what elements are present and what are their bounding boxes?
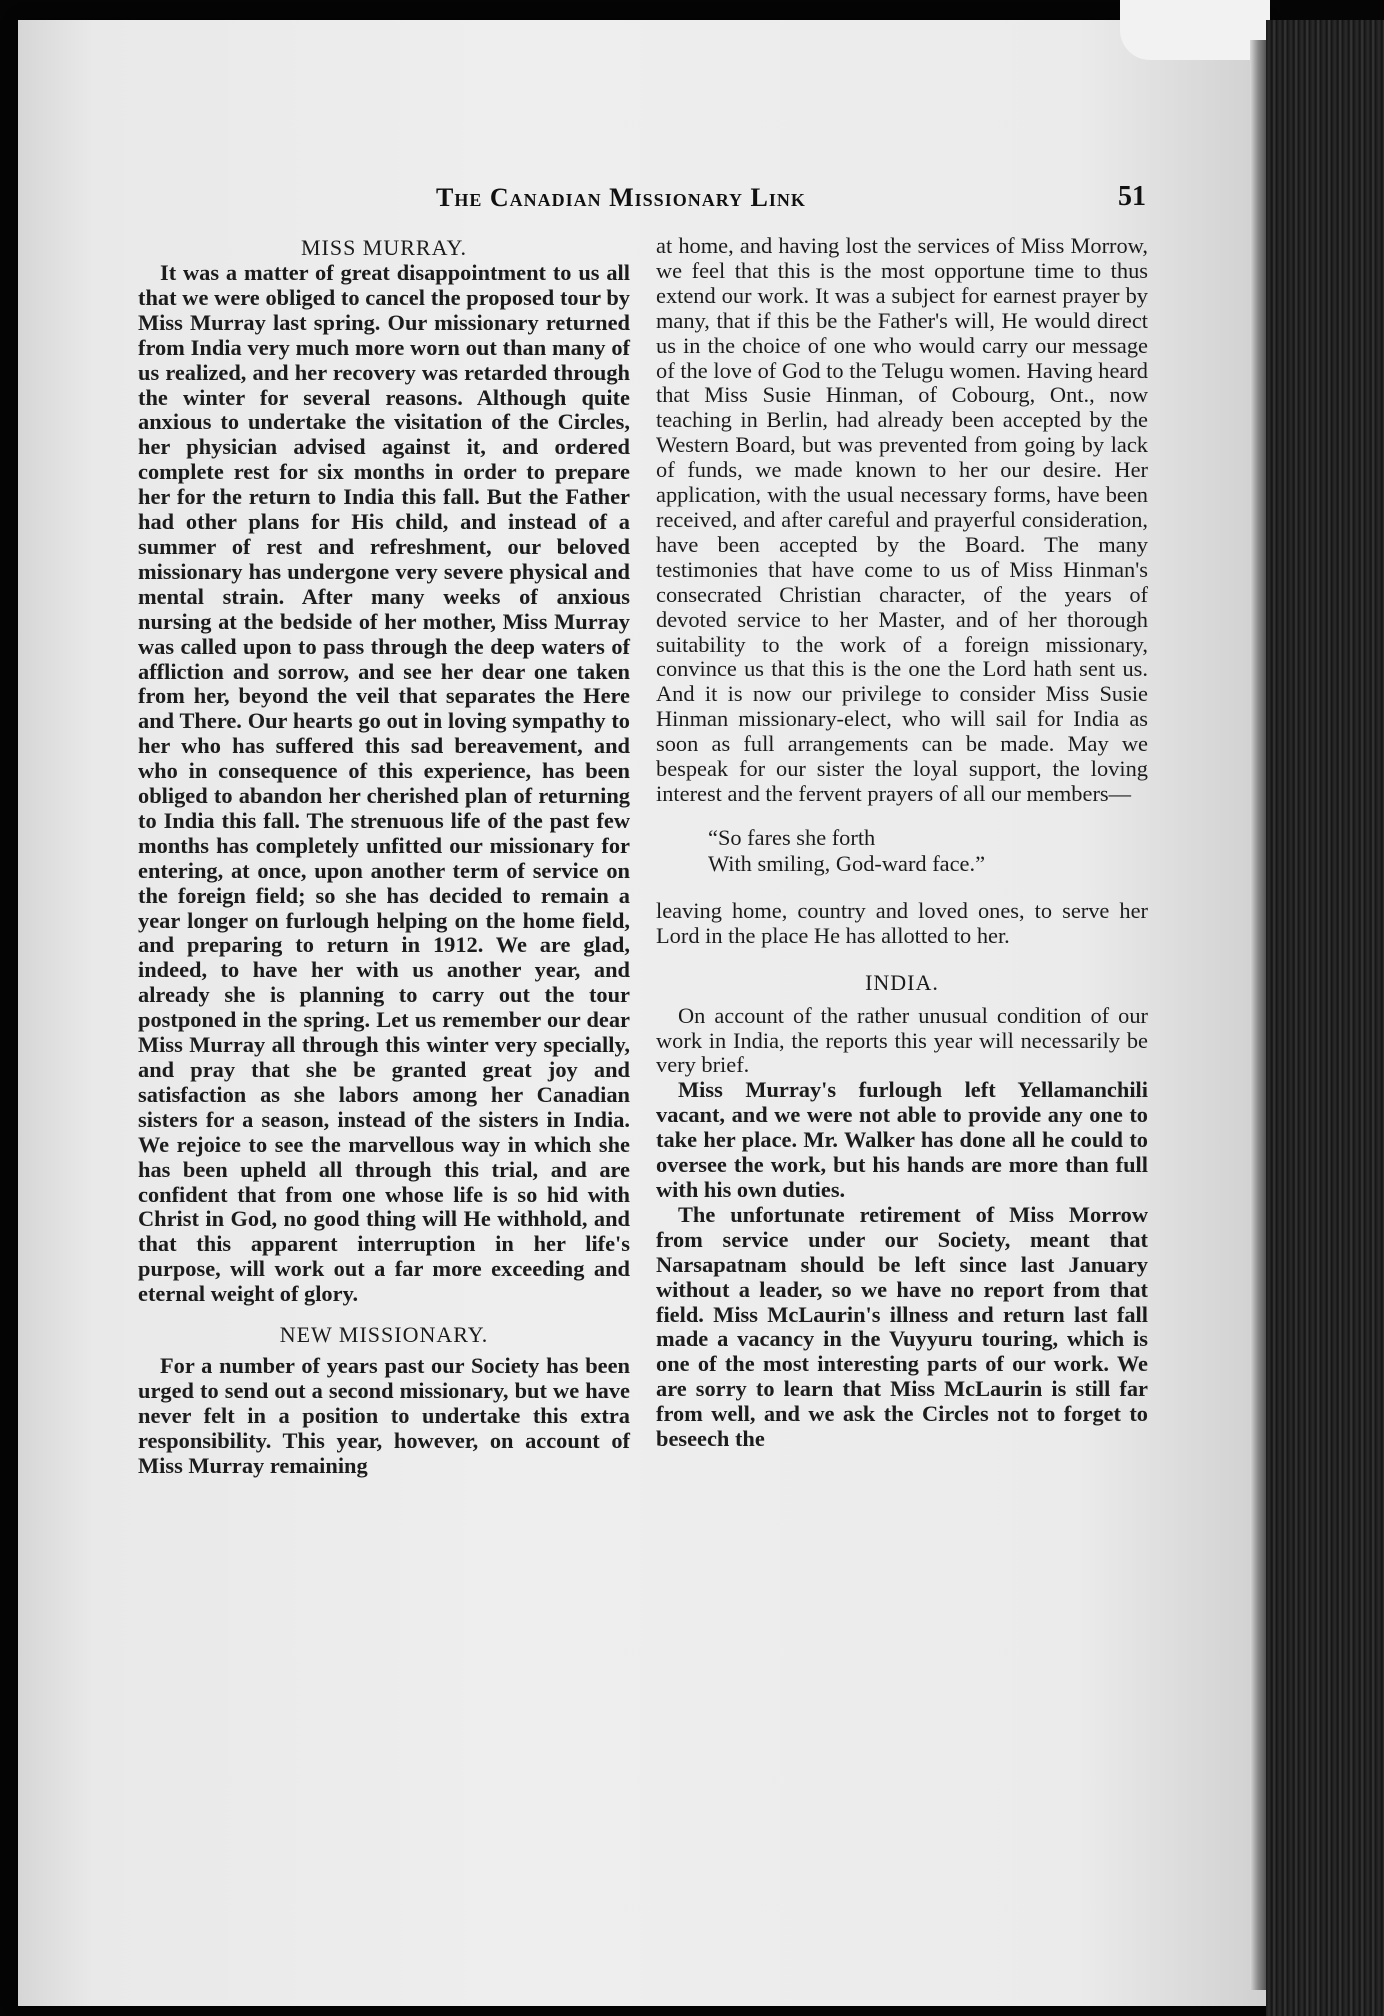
section-heading-india: INDIA. bbox=[865, 969, 939, 995]
article-paragraph: For a number of years past our Society has been urged to send out a second missionary, but we have never felt in a position to undertake this extra responsibility. This year, however, on account of Miss Murray remaining bbox=[138, 1353, 630, 1478]
section-heading-miss-murray: MISS MURRAY. bbox=[300, 235, 468, 260]
article-paragraph: leaving home, country and loved ones, to serve her Lord in the place He has allotted to her. bbox=[656, 897, 1148, 948]
article-paragraph: at home, and having lost the services of Miss Morrow, we feel that this is the most opportune time to thus extend our work. It was a subject for earnest prayer by many, that if this be the Father's will, He would direct us in the choice of one who would carry our message of the love of God to the Telugu women. Having heard that Miss Susie Hinman, of Cobourg, Ont., now teaching in Berlin, had already been accepted by the Western Board, but was prevented from going by lack of funds, we made known to her our desire. Her application, with the usual necessary forms, have been received, and after careful and prayerful consideration, have been accepted by the Board. The many testimonies that have come to us of Miss Hinman's consecrated Christian character, of the years of devoted service to her Master, and of her thorough suitability to the work of a foreign missionary, convince us that this is the one the Lord hath sent us. And it is now our privilege to consider Miss Susie Hinman missionary-elect, who will sail for India as soon as full arrangements can be made. May we bespeak for our sister the loyal support, the loving interest and the fervent prayers of all our members— bbox=[656, 233, 1148, 806]
article-paragraph: It was a matter of great disappointment to us all that we were obliged to cancel the proposed tour by Miss Murray last spring. Our missionary returned from India very much more worn out than many of us realized, and her recovery was retarded through the winter for several reasons. Although quite anxious to undertake the visitation of the Circles, her physician advised against it, and ordered complete rest for six months in order to prepare her for the return to India this fall. But the Father had other plans for His child, and instead of a summer of rest and refreshment, our beloved missionary has undergone very severe physical and mental strain. After many weeks of anxious nursing at the bedside of her mother, Miss Murray was called upon to pass through the deep waters of affliction and sorrow, and see her dear one taken from her, beyond the veil that separates the Here and There. Our hearts go out in loving sympathy to her who has suffered this sad bereavement, and who in consequence of this experience, has been obliged to abandon her cherished plan of returning to India this fall. The strenuous life of the past few months has completely unfitted our missionary for entering, at once, upon another term of service on the foreign field; so she has decided to remain a year longer on furlough helping on the home field, and preparing to return in 1912. We are glad, indeed, to have her with us another year, and already she is planning to carry out the tour postponed in the spring. Let us remember our dear Miss Murray all through this winter very specially, and pray that she be granted great joy and satisfaction as she labors among her Canadian sisters for a season, instead of the sisters in India. We rejoice to see the marvellous way in which she has been upheld all through this trial, and are confident that from one whose life is so hid with Christ in God, no good thing will He withhold, and that this apparent interruption in her life's purpose, will work out a far more exceeding and eternal weight of glory. bbox=[138, 260, 630, 1307]
article-paragraph: On account of the rather unusual condition of our work in India, the reports this year will necessarily be very brief. bbox=[656, 1002, 1148, 1078]
section-heading-new-missionary: NEW MISSIONARY. bbox=[279, 1322, 489, 1348]
poem-line: “So fares she forth bbox=[708, 824, 876, 850]
left-column bbox=[138, 234, 630, 1479]
page-header bbox=[436, 183, 1156, 213]
right-column bbox=[656, 234, 1148, 1452]
poem-line: With smiling, God-ward face.” bbox=[708, 850, 986, 876]
page-corner-mark bbox=[1120, 0, 1270, 60]
running-title: The Canadian Missionary Link bbox=[436, 183, 806, 212]
article-paragraph: Miss Murray's furlough left Yellamanchili vacant, and we were not able to provide any one to take her place. Mr. Walker has done all he could to oversee the work, but his hands are more than full with his own duties. bbox=[656, 1077, 1148, 1202]
page-number: 51 bbox=[1118, 181, 1146, 212]
article-paragraph: The unfortunate retirement of Miss Morrow from service under our Society, meant that Narsapatnam should be left since last January without a leader, so we have no report from that field. Miss McLaurin's illness and return last fall made a vacancy in the Vuyyuru touring, which is one of the most interesting parts of our work. We are sorry to learn that Miss McLaurin is still far from well, and we ask the Circles not to forget to beseech the bbox=[656, 1201, 1148, 1452]
poem-quote bbox=[708, 825, 1148, 877]
book-spine bbox=[1266, 20, 1384, 2016]
